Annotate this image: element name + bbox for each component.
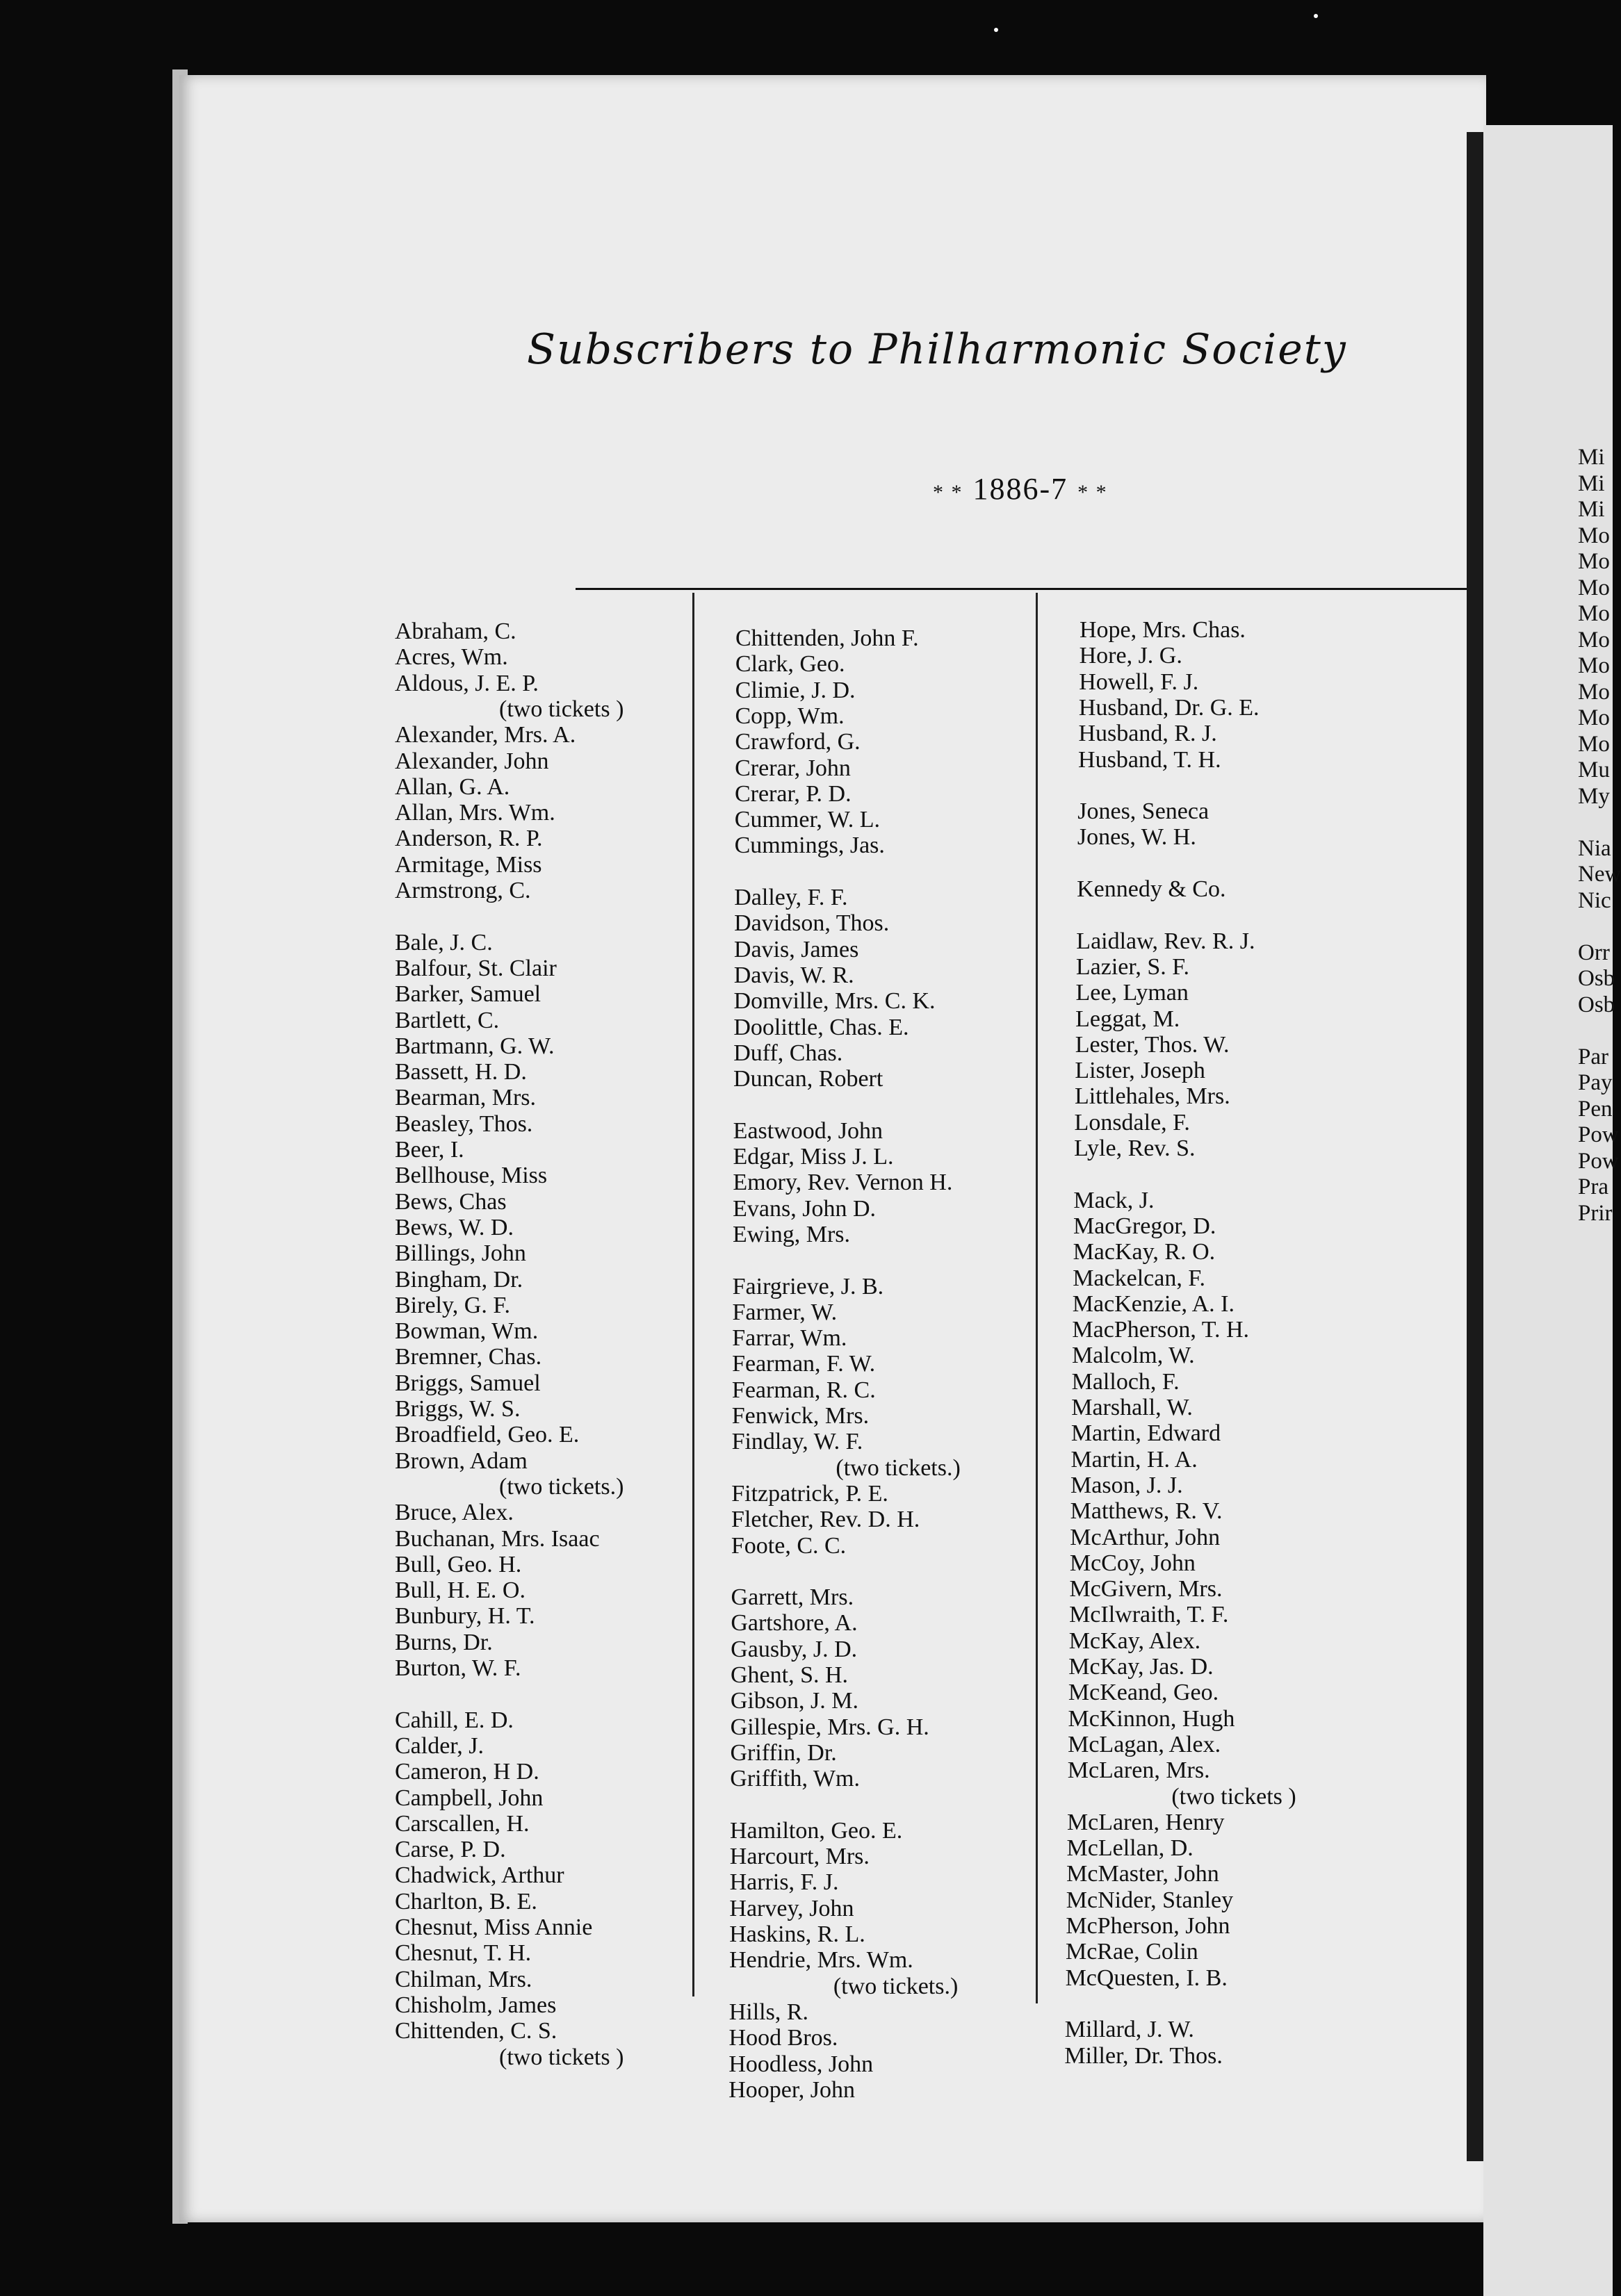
subscriber-entry: Crerar, John: [735, 755, 851, 781]
subscriber-entry: Marshall, W.: [1071, 1395, 1193, 1420]
subscriber-entry: Davidson, Thos.: [734, 910, 890, 937]
subscriber-entry: Chisholm, James: [395, 1992, 557, 2018]
subscriber-entry: Beer, I.: [395, 1137, 464, 1163]
subscriber-entry: Davis, W. R.: [733, 962, 854, 988]
page-gutter: [1467, 132, 1483, 2161]
subscriber-entry: Howell, F. J.: [1079, 669, 1199, 695]
subscriber-entry: Climie, J. D.: [735, 677, 856, 703]
subscriber-entry: Leggat, M.: [1075, 1006, 1180, 1032]
adjacent-page-fragment: Pow: [1578, 1122, 1619, 1147]
subscriber-entry: McKay, Jas. D.: [1068, 1654, 1214, 1680]
subscriber-entry: Fearman, F. W.: [732, 1351, 876, 1377]
subscriber-entry: Harvey, John: [729, 1895, 854, 1921]
subscriber-entry: Hendrie, Mrs. Wm.: [729, 1947, 913, 1974]
subscriber-entry: Billings, John: [395, 1240, 526, 1267]
subscriber-entry: (two tickets ): [499, 2044, 624, 2070]
subscriber-entry: Evans, John D.: [733, 1195, 877, 1222]
adjacent-page-fragment: Mi: [1578, 470, 1605, 496]
subscriber-entry: Gausby, J. D.: [731, 1636, 858, 1662]
subscriber-entry: Lazier, S. F.: [1075, 953, 1189, 980]
adjacent-page-fragment: Prir: [1578, 1200, 1613, 1226]
subscriber-entry: Crerar, P. D.: [734, 780, 852, 807]
subscriber-entry: Hood Bros.: [728, 2025, 838, 2051]
subscriber-entry: Birely, G. F.: [395, 1292, 511, 1318]
subscriber-entry: Littlehales, Mrs.: [1074, 1083, 1230, 1110]
subscriber-entry: Gartshore, A.: [731, 1610, 858, 1637]
subscriber-entry: Carse, P. D.: [395, 1837, 506, 1863]
subscriber-entry: Burton, W. F.: [395, 1655, 521, 1681]
subscriber-entry: Haskins, R. L.: [729, 1921, 865, 1947]
subscriber-entry: Garrett, Mrs.: [731, 1584, 854, 1611]
subscriber-entry: McQuesten, I. B.: [1065, 1965, 1228, 1991]
column-divider-1: [692, 593, 694, 1996]
subscriber-entry: Allan, G. A.: [395, 773, 510, 800]
subscriber-entry: Beasley, Thos.: [395, 1110, 533, 1137]
subscriber-entry: Dalley, F. F.: [734, 885, 848, 910]
subscriber-entry: Gillespie, Mrs. G. H.: [730, 1714, 929, 1740]
subscriber-entry: Eastwood, John: [733, 1117, 883, 1144]
subscriber-entry: Fearman, R. C.: [731, 1377, 876, 1403]
subscriber-entry: McLagan, Alex.: [1068, 1731, 1221, 1757]
subscriber-entry: Cahill, E. D.: [395, 1707, 514, 1733]
subscriber-entry: Emory, Rev. Vernon H.: [733, 1170, 953, 1196]
subscriber-entry: Husband, R. J.: [1078, 721, 1217, 747]
subscriber-entry: Calder, J.: [395, 1732, 484, 1759]
subscriber-entry: Barker, Samuel: [395, 981, 541, 1008]
subscriber-entry: Clark, Geo.: [735, 651, 845, 678]
adjacent-page-fragment: Mo: [1578, 601, 1610, 626]
subscriber-entry: Chesnut, T. H.: [395, 1940, 532, 1967]
adjacent-page-fragment: Pow: [1578, 1148, 1619, 1174]
subscriber-entry: Ewing, Mrs.: [732, 1221, 851, 1247]
subscriber-entry: Doolittle, Chas. E.: [733, 1014, 909, 1040]
subscriber-entry: Cameron, H D.: [395, 1759, 539, 1785]
subscriber-entry: Armstrong, C.: [395, 878, 531, 903]
page-title: Subscribers to Philharmonic Society: [527, 325, 1347, 374]
subscriber-entry: Anderson, R. P.: [395, 826, 543, 852]
subscriber-entry: Malloch, F.: [1071, 1368, 1180, 1395]
subscriber-entry: Armitage, Miss: [395, 851, 542, 878]
header-rule: [576, 588, 1531, 590]
adjacent-page-fragment: Osb: [1578, 966, 1615, 991]
subscriber-entry: Husband, T. H.: [1078, 746, 1221, 773]
subscriber-entry: Copp, Wm.: [735, 703, 845, 729]
subscriber-entry: Bremner, Chas.: [395, 1344, 542, 1370]
subscriber-entry: Brown, Adam: [395, 1448, 528, 1474]
subscriber-entry: Bartlett, C.: [395, 1007, 500, 1033]
subscriber-entry: Mason, J. J.: [1070, 1472, 1183, 1498]
subscriber-entry: McGivern, Mrs.: [1069, 1576, 1223, 1602]
subscriber-entry: McRae, Colin: [1065, 1939, 1198, 1965]
subscriber-entry: MacGregor, D.: [1073, 1213, 1216, 1239]
adjacent-page-fragment: Mo: [1578, 653, 1610, 678]
subscriber-entry: Gibson, J. M.: [730, 1688, 859, 1714]
subscriber-entry: MacKenzie, A. I.: [1072, 1290, 1235, 1317]
subscriber-entry: McKay, Alex.: [1068, 1627, 1201, 1654]
subscriber-entry: Bearman, Mrs.: [395, 1085, 537, 1111]
subscriber-entry: Fairgrieve, J. B.: [732, 1273, 884, 1299]
subscriber-entry: Chittenden, C. S.: [395, 2018, 557, 2044]
subscriber-entry: Harris, F. J.: [729, 1869, 839, 1896]
subscriber-entry: Cummer, W. L.: [734, 807, 881, 833]
subscriber-entry: Chittenden, John F.: [735, 625, 919, 651]
subscriber-entry: Bellhouse, Miss: [395, 1163, 548, 1189]
subscriber-entry: McLellan, D.: [1066, 1835, 1194, 1862]
subscriber-entry: Harcourt, Mrs.: [729, 1844, 870, 1870]
subscriber-entry: Bull, Geo. H.: [395, 1551, 522, 1577]
adjacent-page-fragment: Mo: [1578, 549, 1610, 574]
subscriber-entry: Lee, Lyman: [1075, 980, 1189, 1006]
year-heading: [923, 471, 1118, 507]
subscriber-entry: Lyle, Rev. S.: [1074, 1135, 1196, 1161]
adjacent-page-fragment: Pra: [1578, 1174, 1608, 1199]
subscriber-entry: McPherson, John: [1066, 1913, 1230, 1939]
subscriber-entry: Hooper, John: [728, 2076, 856, 2103]
subscriber-entry: Campbell, John: [395, 1785, 544, 1811]
subscriber-entry: Foote, C. C.: [731, 1532, 847, 1559]
year-stars-left: * *: [933, 481, 963, 504]
subscriber-entry: Bale, J. C.: [395, 929, 493, 956]
adjacent-page: [1483, 125, 1621, 2296]
subscriber-entry: Domville, Mrs. C. K.: [733, 988, 936, 1015]
subscriber-entry: Broadfield, Geo. E.: [395, 1422, 580, 1448]
subscriber-entry: McCoy, John: [1069, 1550, 1196, 1576]
subscriber-entry: Findlay, W. F.: [731, 1429, 863, 1455]
subscriber-entry: Jones, Seneca: [1077, 798, 1209, 825]
subscriber-entry: (two tickets ): [499, 696, 624, 722]
subscriber-entry: Mackelcan, F.: [1073, 1265, 1206, 1291]
film-speck: [994, 28, 998, 32]
subscriber-entry: Alexander, Mrs. A.: [395, 722, 576, 748]
subscriber-entry: Griffin, Dr.: [730, 1739, 837, 1766]
subscriber-entry: Fitzpatrick, P. E.: [731, 1480, 888, 1507]
subscriber-entry: Briggs, W. S.: [395, 1396, 521, 1422]
subscriber-entry: Buchanan, Mrs. Isaac: [395, 1525, 600, 1552]
year-stars-right: * *: [1077, 481, 1108, 504]
subscriber-entry: McMaster, John: [1066, 1861, 1219, 1887]
subscriber-entry: McKinnon, Hugh: [1068, 1705, 1235, 1732]
adjacent-page-fragment: Pen: [1578, 1096, 1613, 1122]
subscriber-entry: Duff, Chas.: [733, 1040, 843, 1066]
adjacent-page-fragment: Mo: [1578, 705, 1610, 730]
subscriber-entry: Chilman, Mrs.: [395, 1966, 532, 1992]
subscriber-entry: Bruce, Alex.: [395, 1500, 514, 1526]
subscriber-entry: Crawford, G.: [735, 729, 861, 755]
subscriber-entry: Fletcher, Rev. D. H.: [731, 1507, 920, 1533]
subscriber-entry: Cummings, Jas.: [734, 833, 885, 859]
subscriber-entry: Hamilton, Geo. E.: [729, 1817, 903, 1844]
subscriber-entry: Acres, Wm.: [395, 644, 508, 671]
film-speck: [1314, 14, 1318, 18]
adjacent-page-fragment: New: [1578, 862, 1621, 887]
subscriber-entry: Bews, Chas: [395, 1188, 507, 1215]
adjacent-page-fragment: Mo: [1578, 731, 1610, 757]
subscriber-entry: (two tickets.): [836, 1454, 961, 1481]
subscriber-entry: Burns, Dr.: [395, 1629, 493, 1655]
subscriber-entry: Bassett, H. D.: [395, 1059, 527, 1085]
subscriber-entry: Edgar, Miss J. L.: [733, 1144, 894, 1170]
subscriber-entry: Bingham, Dr.: [395, 1266, 523, 1293]
subscriber-entry: Mack, J.: [1073, 1187, 1155, 1213]
subscriber-entry: McIlwraith, T. F.: [1069, 1602, 1229, 1628]
adjacent-page-fragment: Pay: [1578, 1070, 1613, 1095]
subscriber-entry: Bull, H. E. O.: [395, 1577, 526, 1604]
adjacent-page-fragment: Par: [1578, 1044, 1608, 1069]
subscriber-entry: Miller, Dr. Thos.: [1064, 2042, 1223, 2069]
subscriber-entry: (two tickets.): [833, 1973, 959, 1999]
adjacent-page-fragment: Osb: [1578, 992, 1615, 1017]
subscriber-entry: Martin, Edward: [1070, 1420, 1221, 1447]
subscriber-entry: Millard, J. W.: [1064, 2017, 1194, 2043]
subscriber-entry: Malcolm, W.: [1072, 1343, 1195, 1369]
subscriber-entry: McLaren, Mrs.: [1067, 1757, 1210, 1784]
adjacent-page-fragment: Mo: [1578, 575, 1610, 600]
adjacent-page-fragment: Mo: [1578, 523, 1610, 548]
subscriber-entry: MacPherson, T. H.: [1072, 1317, 1250, 1343]
adjacent-page-fragment: Mo: [1578, 679, 1610, 705]
subscriber-entry: Bartmann, G. W.: [395, 1033, 555, 1059]
adjacent-page-fragment: Mu: [1578, 757, 1610, 782]
subscriber-entry: Chadwick, Arthur: [395, 1862, 564, 1889]
subscriber-entry: Balfour, St. Clair: [395, 955, 557, 981]
year-label: 1886-7: [972, 472, 1068, 506]
subscriber-entry: Allan, Mrs. Wm.: [395, 800, 555, 826]
subscriber-entry: McArthur, John: [1070, 1524, 1221, 1550]
subscriber-entry: Matthews, R. V.: [1070, 1498, 1223, 1525]
subscriber-entry: Alexander, John: [395, 748, 549, 774]
subscriber-entry: Laidlaw, Rev. R. J.: [1076, 928, 1255, 954]
subscriber-entry: Abraham, C.: [395, 618, 516, 644]
adjacent-page-fragment: Mi: [1578, 497, 1605, 522]
subscriber-entry: Farrar, Wm.: [732, 1325, 847, 1352]
subscriber-entry: McLaren, Henry: [1066, 1809, 1225, 1835]
document-page: [179, 75, 1486, 2222]
adjacent-page-fragment: My: [1578, 783, 1610, 809]
column-divider-2: [1036, 593, 1038, 2003]
subscriber-entry: Hore, J. G.: [1079, 643, 1182, 669]
subscriber-entry: Lonsdale, F.: [1074, 1109, 1190, 1135]
subscriber-entry: Davis, James: [733, 936, 859, 962]
subscriber-entry: Duncan, Robert: [733, 1066, 883, 1092]
subscriber-entry: Bews, W. D.: [395, 1214, 514, 1240]
subscriber-entry: (two tickets ): [1171, 1783, 1296, 1810]
subscriber-entry: Hills, R.: [728, 1999, 809, 2025]
subscriber-entry: Hoodless, John: [728, 2051, 874, 2077]
subscriber-entry: Charlton, B. E.: [395, 1888, 537, 1914]
subscriber-entry: Bunbury, H. T.: [395, 1603, 535, 1630]
subscriber-entry: McKeand, Geo.: [1068, 1680, 1219, 1706]
subscriber-entry: Bowman, Wm.: [395, 1318, 539, 1345]
adjacent-page-fragment: Nic: [1578, 887, 1611, 913]
subscriber-entry: Jones, W. H.: [1077, 824, 1196, 851]
adjacent-page-fragment: Mo: [1578, 627, 1610, 653]
subscriber-entry: Farmer, W.: [732, 1299, 838, 1325]
subscriber-entry: Briggs, Samuel: [395, 1370, 541, 1396]
subscriber-entry: (two tickets.): [499, 1473, 624, 1500]
subscriber-entry: Fenwick, Mrs.: [731, 1403, 870, 1429]
subscriber-entry: Husband, Dr. G. E.: [1078, 694, 1260, 721]
subscriber-entry: MacKay, R. O.: [1073, 1239, 1216, 1265]
subscriber-entry: Ghent, S. H.: [730, 1662, 849, 1688]
subscriber-entry: Aldous, J. E. P.: [395, 670, 539, 696]
adjacent-page-fragment: Mi: [1578, 445, 1605, 470]
subscriber-entry: Lister, Joseph: [1075, 1058, 1205, 1084]
subscriber-entry: Lester, Thos. W.: [1075, 1031, 1230, 1058]
subscriber-entry: Martin, H. A.: [1070, 1446, 1198, 1473]
adjacent-page-fragment: Nia: [1578, 835, 1611, 861]
subscriber-entry: Carscallen, H.: [395, 1810, 530, 1837]
subscriber-entry: Chesnut, Miss Annie: [395, 1914, 593, 1940]
subscriber-entry: Griffith, Wm.: [730, 1766, 860, 1792]
subscriber-entry: Kennedy & Co.: [1077, 876, 1226, 902]
subscriber-entry: McNider, Stanley: [1066, 1887, 1234, 1913]
adjacent-page-fragment: Orr: [1578, 940, 1610, 965]
subscriber-entry: Hope, Mrs. Chas.: [1080, 617, 1246, 643]
